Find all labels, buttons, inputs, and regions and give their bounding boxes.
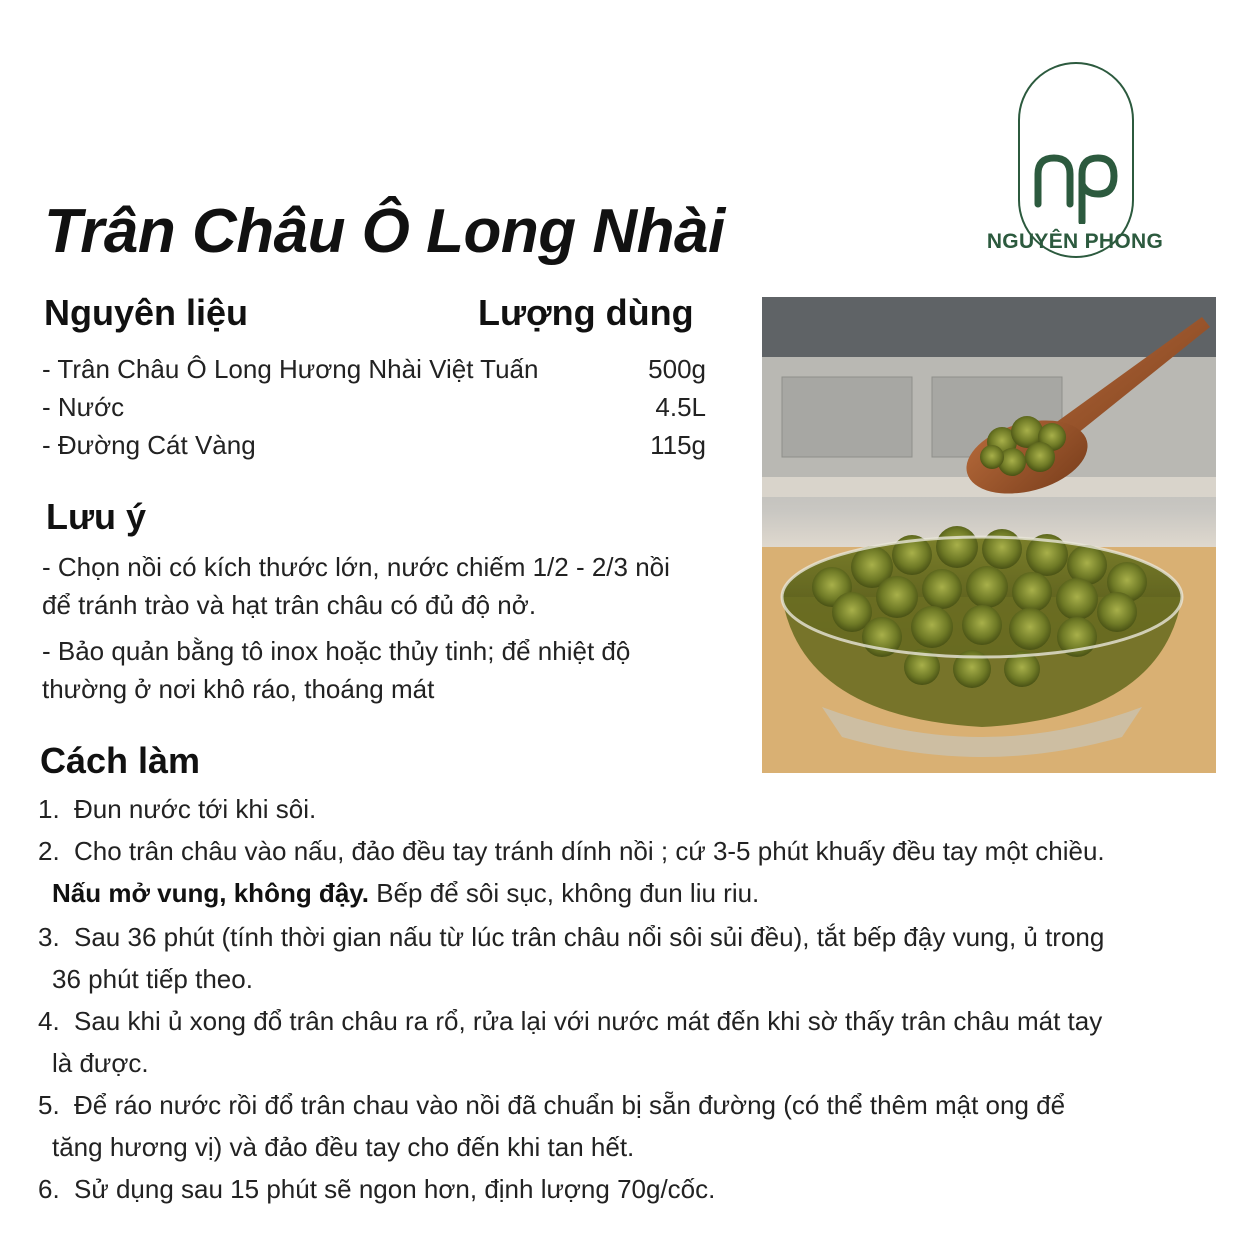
note-line: thường ở nơi khô ráo, thoáng mát xyxy=(42,674,435,704)
ingredient-row xyxy=(42,392,712,430)
note-item xyxy=(42,548,762,624)
ingredient-qty: 4.5L xyxy=(655,392,706,422)
ingredient-name: - Đường Cát Vàng xyxy=(42,430,256,460)
step-item xyxy=(38,1168,1248,1210)
step-text: Cho trân châu vào nấu, đảo đều tay tránh dính nồi ; cứ 3-5 phút khuấy đều tay một chiều. xyxy=(74,836,1105,866)
step-item xyxy=(38,1084,1248,1168)
ingredient-name: - Nước xyxy=(42,392,125,422)
ingredient-row xyxy=(42,430,712,468)
step-number: 3. xyxy=(38,922,60,952)
step-text: Đun nước tới khi sôi. xyxy=(74,794,317,824)
logo-text: NGUYÊN PHONG xyxy=(986,230,1164,253)
note-line: - Chọn nồi có kích thước lớn, nước chiếm 1/2 - 2/3 nồi xyxy=(42,552,670,582)
logo-np-mark xyxy=(1032,144,1120,224)
ingredient-name: - Trân Châu Ô Long Hương Nhài Việt Tuấn xyxy=(42,354,539,384)
step-number: 5. xyxy=(38,1090,60,1120)
amount-heading: Lượng dùng xyxy=(478,292,694,333)
step-item xyxy=(38,788,1248,830)
step-text: Bếp để sôi sục, không đun liu riu. xyxy=(369,878,760,908)
step-number: 2. xyxy=(38,836,60,866)
product-photo xyxy=(762,297,1216,773)
step-text: Sau khi ủ xong đổ trân châu ra rổ, rửa lại với nước mát đến khi sờ thấy trân châu mát tay xyxy=(74,1006,1103,1036)
ingredients-heading: Nguyên liệu xyxy=(44,292,249,333)
step-text: tăng hương vị) và đảo đều tay cho đến khi tan hết. xyxy=(52,1132,635,1162)
step-text: là được. xyxy=(52,1048,149,1078)
step-item xyxy=(38,830,1248,914)
step-text: Sử dụng sau 15 phút sẽ ngon hơn, định lượng 70g/cốc. xyxy=(74,1174,716,1204)
step-number: 1. xyxy=(38,794,60,824)
step-item xyxy=(38,1000,1248,1084)
step-emphasis: Nấu mở vung, không đậy. xyxy=(52,878,370,908)
ingredient-qty: 500g xyxy=(648,354,706,384)
ingredient-qty: 115g xyxy=(650,430,706,460)
note-line: - Bảo quản bằng tô inox hoặc thủy tinh; để nhiệt độ xyxy=(42,636,631,666)
note-item xyxy=(42,632,762,708)
step-number: 4. xyxy=(38,1006,60,1036)
notes-heading: Lưu ý xyxy=(46,496,147,537)
note-line: để tránh trào và hạt trân châu có đủ độ nở. xyxy=(42,590,537,620)
steps-heading: Cách làm xyxy=(40,740,201,781)
step-text: Để ráo nước rồi đổ trân chau vào nồi đã chuẩn bị sẵn đường (có thể thêm mật ong để xyxy=(74,1090,1066,1120)
step-item xyxy=(38,916,1248,1000)
ingredient-row xyxy=(42,354,712,392)
step-text: Sau 36 phút (tính thời gian nấu từ lúc trân châu nổi sôi sủi đều), tắt bếp đậy vung, ủ trong xyxy=(74,922,1105,952)
page-title: Trân Châu Ô Long Nhài xyxy=(44,197,725,266)
step-number: 6. xyxy=(38,1174,60,1204)
step-text: 36 phút tiếp theo. xyxy=(52,964,253,994)
brand-logo xyxy=(970,62,1180,262)
